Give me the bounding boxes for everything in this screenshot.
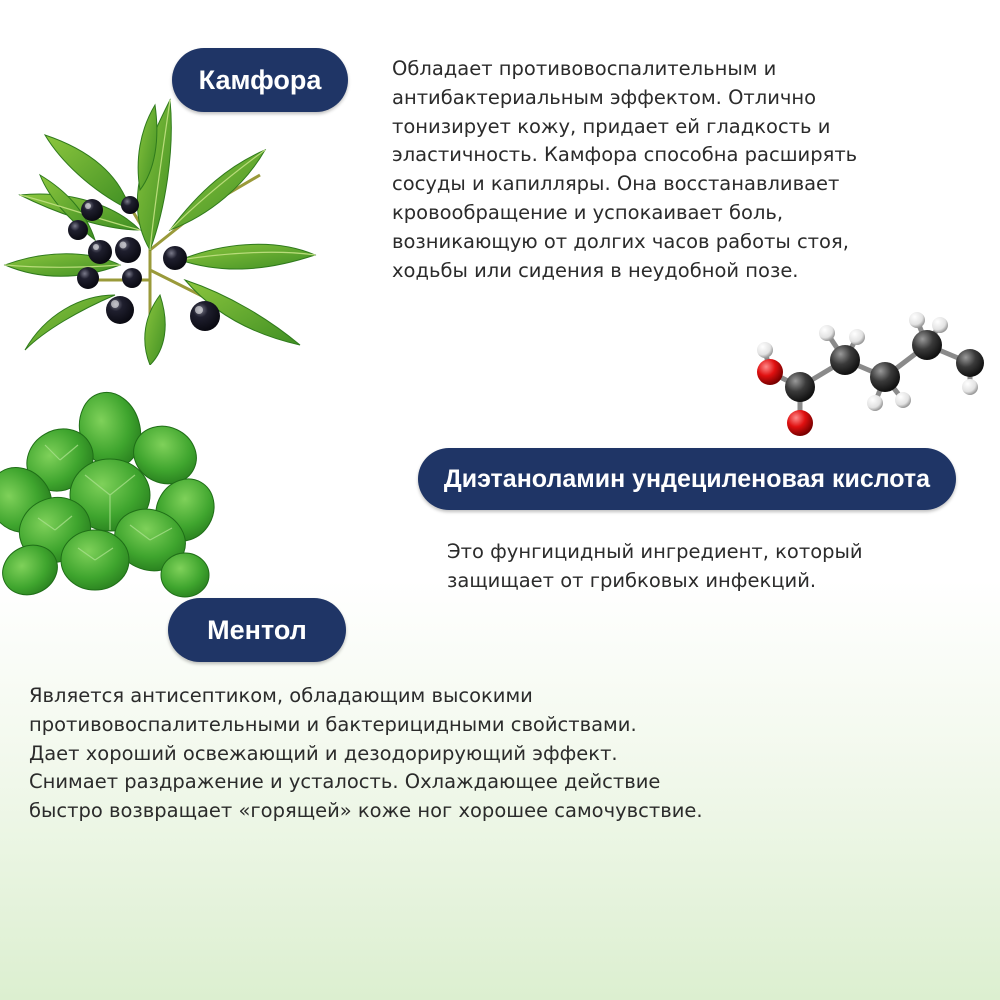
menthol-line: быстро возвращает «горящей» коже ног хорошее самочувствие. bbox=[29, 799, 703, 823]
camphor-line: сосуды и капилляры. Она восстанавливает bbox=[392, 172, 840, 196]
camphor-line: тонизирует кожу, придает ей гладкость и bbox=[392, 114, 831, 138]
camphor-title-badge bbox=[172, 48, 348, 112]
diethanolamine-title-badge bbox=[418, 448, 956, 510]
diethanolamine-line: Это фунгицидный ингредиент, который bbox=[447, 540, 863, 563]
diethanolamine-line: защищает от грибковых инфекций. bbox=[447, 568, 817, 592]
molecule-ball-and-stick-model bbox=[745, 305, 990, 450]
camphor-line: кровообращение и успокаивает боль, bbox=[392, 200, 784, 224]
menthol-description bbox=[29, 682, 703, 826]
menthol-title-badge bbox=[168, 598, 346, 662]
menthol-title: Ментол bbox=[207, 614, 307, 645]
camphor-description bbox=[392, 55, 857, 285]
mint-leaves-illustration bbox=[0, 390, 215, 605]
menthol-line: противовоспалительными и бактерицидными свойствами. bbox=[29, 712, 637, 736]
diethanolamine-title: Диэтаноламин ундециленовая кислота bbox=[443, 464, 931, 493]
camphor-line: возникающую от долгих часов работы стоя, bbox=[392, 229, 849, 253]
camphor-branch-illustration bbox=[0, 80, 330, 365]
diethanolamine-description bbox=[447, 538, 863, 596]
camphor-title: Камфора bbox=[198, 64, 322, 95]
camphor-line: ходьбы или сидения в неудобной позе. bbox=[392, 258, 799, 282]
menthol-line: Является антисептиком, обладающим высокими bbox=[29, 684, 533, 707]
camphor-line: эластичность. Камфора способна расширять bbox=[392, 143, 858, 167]
camphor-line: Обладает противовоспалительным и bbox=[392, 57, 777, 80]
camphor-line: антибактериальным эффектом. Отлично bbox=[392, 85, 817, 109]
menthol-line: Дает хороший освежающий и дезодорирующий эффект. bbox=[29, 741, 618, 765]
menthol-line: Снимает раздражение и усталость. Охлаждающее действие bbox=[29, 770, 661, 794]
